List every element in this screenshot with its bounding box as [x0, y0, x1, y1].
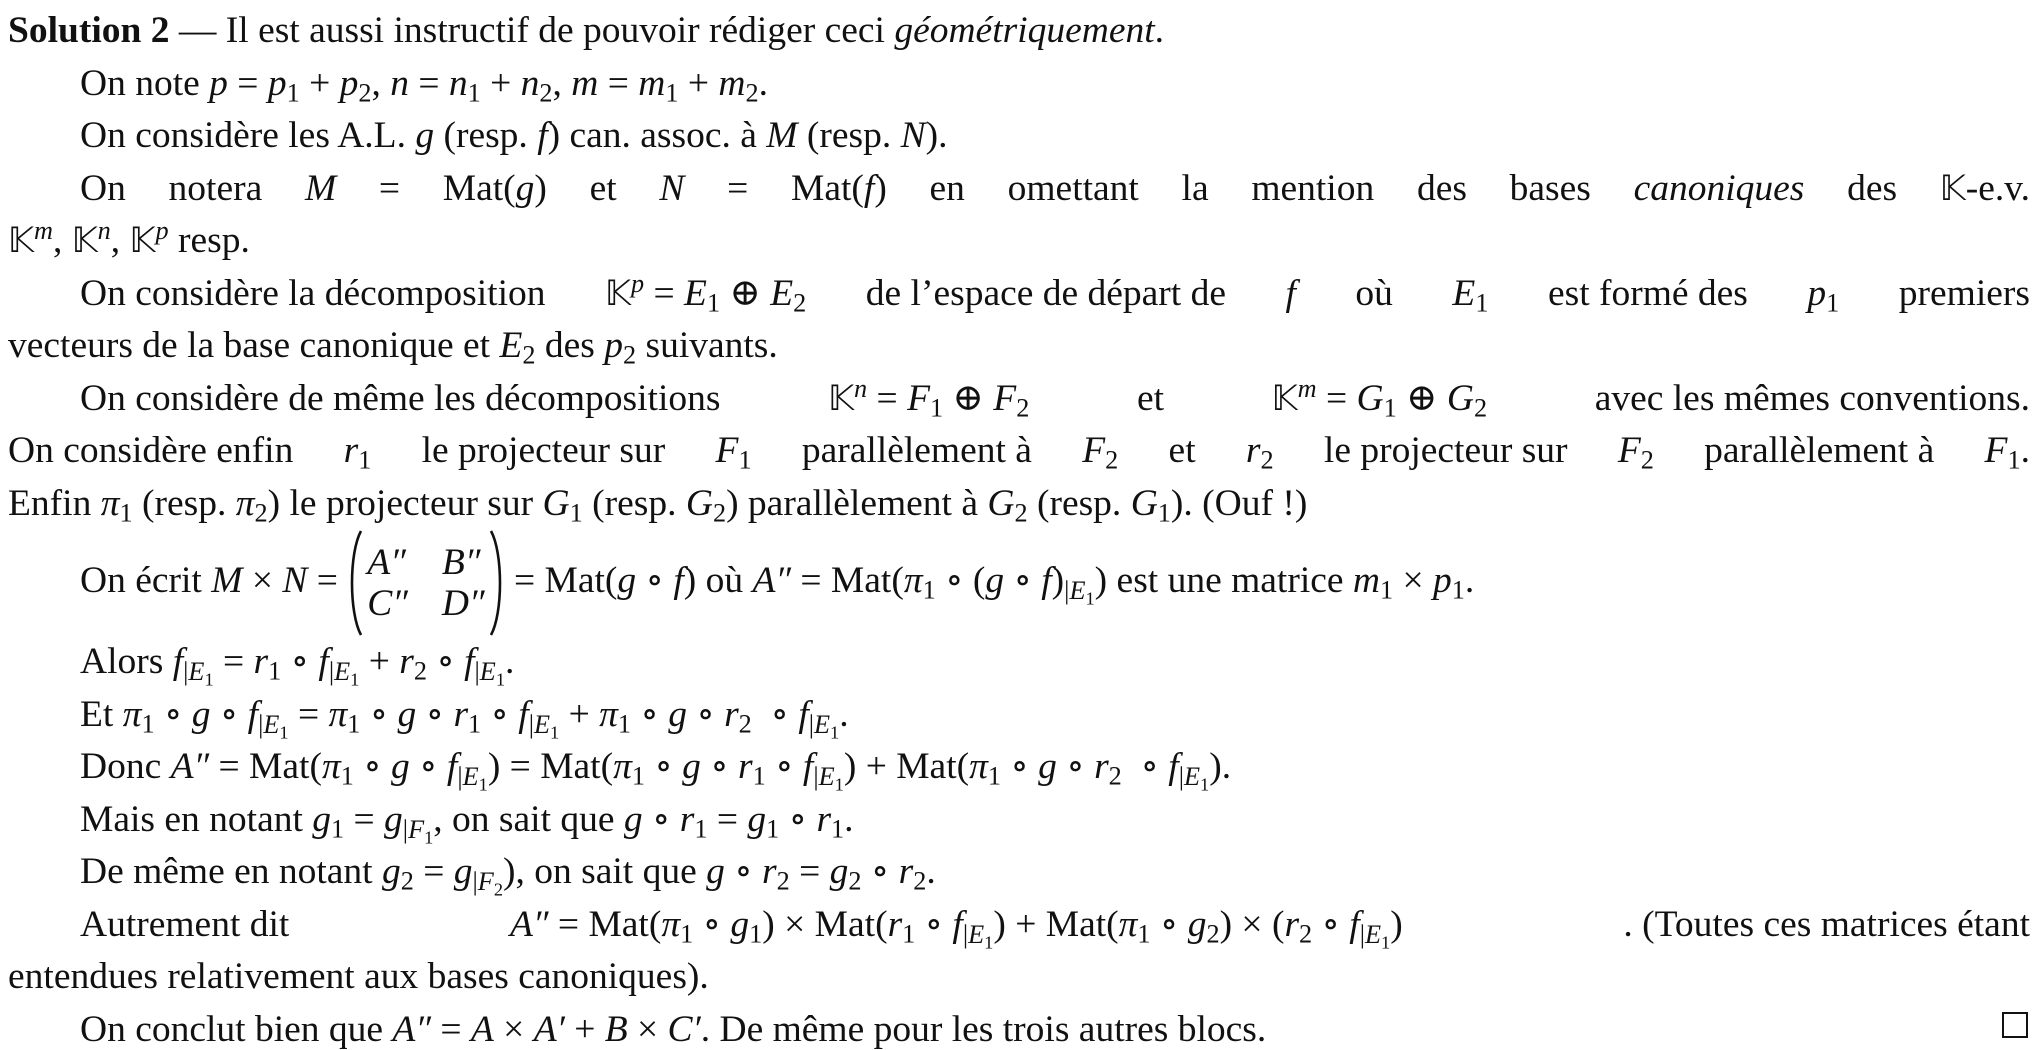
emphasis: géométriquement [894, 10, 1155, 51]
paragraph-line: vecteurs de la base canonique et $E_2$ des $p_2$ suivants. [8, 325, 778, 370]
left-paren-icon [347, 529, 363, 637]
matrix-cell: A″ [367, 541, 406, 583]
paragraph-line-justified: On considère la décomposition 𝕂$^p$ = $E_1$ ⊕ $E_2$ de l’espace de départ de f où $E_1$ est formé des $p_1$ premiers [80, 268, 2030, 318]
paragraph-line: Donc $A'' = Mat(\pi_1$ ∘ g ∘ $f_{|E_1}) = Mat(\pi_1$ ∘ g ∘ $r_1$ ∘ $f_{|E_1}) + Mat(\pi_1$ ∘ g ∘ $r_2$ ∘ $f_{|E_1}$). [80, 746, 1232, 795]
right-paren-icon [489, 529, 505, 637]
block-matrix [347, 529, 504, 637]
paragraph-line: Et $\pi_1$ ∘ g ∘ $f_{|E_1} = \pi_1$ ∘ g ∘ $r_1$ ∘ $f_{|E_1} + \pi_1$ ∘ g ∘ $r_2$ ∘ $f_{|E_1}$. [80, 694, 849, 743]
matrix-cell: B″ [441, 541, 481, 583]
paragraph-line: On note $p = p_1 + p_2$, $n = n_1 + n_2$, $m = m_1 + m_2$. [80, 63, 768, 108]
solution-heading: Solution 2 — Il est aussi instructif de pouvoir rédiger ceci géométriquement. [8, 10, 1165, 51]
paragraph-line: Mais en notant $g_1 = g_{|F_1}$, on sait que g ∘ $r_1 = g_1$ ∘ $r_1$. [80, 799, 854, 848]
matrix-equation-line: On écrit M × N = A″ B″ C″ D″ = Mat(g ∘ f) où $A'' = Mat(\pi_1$ ∘ (g ∘ $f)_{|E_1}$) est une matrice $m_1 \times p_1$. [80, 527, 1474, 639]
paragraph-line-justified: On notera M = Mat(g) et N = Mat(f) en omettant la mention des bases canoniques des 𝕂-e.v. [80, 168, 2030, 209]
paragraph-line-justified: On considère de même les décompositions 𝕂$^n$ = $F_1$ ⊕ $F_2$ et 𝕂$^m$ = $G_1$ ⊕ $G_2$ avec les mêmes conventions. [80, 373, 2030, 423]
paragraph-line-justified: Autrement dit $A'' = Mat(\pi_1$ ∘ $g_1) \times Mat(r_1$ ∘ $f_{|E_1}) + Mat(\pi_1$ ∘ $g_2) \times (r_2$ ∘ $f_{|E_1}$) . (Toutes ces matrices étant [80, 904, 2030, 953]
paragraph-line: De même en notant $g_2 = g_{|F_2}$), on sait que g ∘ $r_2 = g_2$ ∘ $r_2$. [80, 851, 936, 900]
paragraph-line-justified: On considère enfin $r_1$ le projecteur sur $F_1$ parallèlement à $F_2$ et $r_2$ le projecteur sur $F_2$ parallèlement à $F_1$. [8, 430, 2030, 475]
qed-square-icon [2002, 1012, 2028, 1038]
paragraph-line: Alors $f_{|E_1} = r_1$ ∘ $f_{|E_1} + r_2$ ∘ $f_{|E_1}$. [80, 641, 515, 690]
paragraph-line: On considère les A.L. g (resp. f) can. assoc. à M (resp. N). [80, 115, 948, 156]
paragraph-line: 𝕂$^m$, 𝕂$^n$, 𝕂$^p$ resp. [8, 215, 250, 261]
matrix-cell: C″ [367, 583, 408, 625]
paragraph-line: entendues relativement aux bases canoniques). [8, 956, 709, 997]
solution-title: Solution 2 [8, 10, 170, 51]
paragraph-line: Enfin $\pi_1$ (resp. $\pi_2$) le projecteur sur $G_1$ (resp. $G_2$) parallèlement à $G_2$ (resp. $G_1$). (Ouf !) [8, 483, 1308, 528]
paragraph-line: On conclut bien que A″ = A × A′ + B × C′. De même pour les trois autres blocs. [80, 1009, 1267, 1050]
matrix-cell: D″ [441, 583, 485, 625]
